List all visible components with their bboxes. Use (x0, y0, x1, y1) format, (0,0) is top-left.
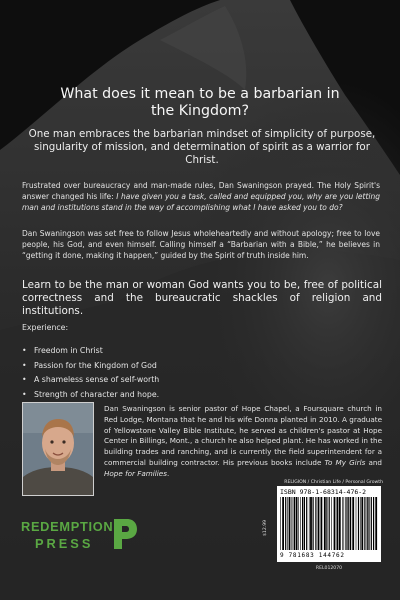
barcode-bar (292, 497, 293, 550)
barcode-bar (324, 497, 326, 550)
barcode-digits: 9 781683 144762 (280, 552, 345, 559)
barcode-bar (373, 497, 374, 550)
barcode-bar (371, 497, 372, 550)
barcode-bar (342, 497, 343, 550)
publisher-name-line1: REDEMPTION (21, 519, 114, 534)
barcode-bar (375, 497, 377, 550)
barcode-bar (350, 497, 351, 550)
barcode-bar (306, 497, 307, 550)
barcode-bar (339, 497, 341, 550)
barcode-bar (356, 497, 357, 550)
barcode-bar (298, 497, 299, 550)
barcode-bar (289, 497, 291, 550)
barcode-bar (287, 497, 288, 550)
rel-code: REL012070 (315, 566, 343, 571)
barcode-bar (280, 497, 281, 550)
book-title-1: To My Girls (324, 457, 366, 467)
paragraph-1-intro: Frustrated over bureaucracy and man-made rules, Dan Swaningson prayed. The Holy Spirit's answer changed his life: (22, 181, 380, 201)
barcode-bar (361, 497, 363, 550)
experience-item: • A shameless sense of self-worth (22, 373, 322, 388)
experience-item: • Freedom in Christ (22, 344, 322, 359)
author-bio-text: Dan Swaningson is senior pastor of Hope Chapel, a Foursquare church in Red Lodge, Montana that he and his wife Donna planted in 2010. A graduate of Yellowstone Valley Bible Institute, he served as children's pastor at Hope Center in Billings, Mont., a church he also helped plant. He has worked in the building trades and ranching, and is currently the field superintendent for a commercial building contractor. His previous books include (104, 404, 382, 467)
barcode-bar (315, 497, 316, 550)
experience-list (22, 344, 322, 402)
barcode-bar (304, 497, 305, 550)
experience-label: Experience: (22, 323, 69, 332)
barcode-bar (310, 497, 312, 550)
publisher-logo (21, 515, 141, 555)
barcode-bar (313, 497, 314, 550)
barcode-bar (368, 497, 369, 550)
barcode-bar (294, 497, 295, 550)
barcode-bar (364, 497, 365, 550)
publisher-name-line2: PRESS (35, 536, 94, 551)
paragraph-1 (22, 180, 380, 213)
author-bio (104, 404, 382, 480)
paragraph-1-quote: I have given you a task, called and equipped you, why are you letting man and institutions stand in the way of accomplishing what I have asked you to do? (22, 192, 380, 212)
price-code: $12.99 (263, 519, 268, 536)
author-portrait-illustration (23, 403, 93, 495)
barcode-bar (344, 497, 345, 550)
barcode-graphic (280, 497, 378, 550)
paragraph-3: Learn to be the man or woman God wants you to be, free of political correctness and the bureaucratic shackles of religion and institutions. (22, 279, 382, 317)
author-bio-end: . (166, 468, 170, 478)
publisher-mark-icon (111, 517, 139, 551)
isbn-text: ISBN 978-1-68314-476-2 (280, 488, 367, 496)
barcode-bar (285, 497, 286, 550)
barcode-bar (282, 497, 284, 550)
barcode-bar (321, 497, 323, 550)
barcode-bar (358, 497, 359, 550)
barcode-bar (334, 497, 336, 550)
barcode-bar (331, 497, 332, 550)
barcode-bar (300, 497, 301, 550)
barcode-bar (337, 497, 339, 550)
barcode-bar (367, 497, 368, 550)
barcode-bar (329, 497, 330, 550)
barcode-panel (277, 486, 381, 562)
category-label: RELIGION / Christian Life / Personal Growth (284, 480, 383, 485)
barcode-bar (345, 497, 346, 550)
barcode-bar (346, 497, 347, 550)
book-title-2: Hope for Families (104, 468, 167, 478)
paragraph-2: Dan Swaningson was set free to follow Jesus wholeheartedly and without apology; free to love people, his God, and even himself. Calling himself a “Barbarian with a Bible,” he believes in “getting it done, making it happen,” guided by the Spirit of truth inside him. (22, 229, 380, 260)
barcode-bar (309, 497, 310, 550)
barcode-bar (348, 497, 349, 550)
experience-item: • Strength of character and hope. (22, 388, 322, 403)
barcode-bar (293, 497, 294, 550)
barcode-bar (302, 497, 303, 550)
author-photo (22, 402, 94, 496)
barcode-bar (326, 497, 327, 550)
barcode-bar (360, 497, 361, 550)
barcode-bar (318, 497, 320, 550)
barcode-bar (352, 497, 354, 550)
author-bio-and: and (365, 457, 382, 467)
barcode-bar (296, 497, 298, 550)
experience-item: • Passion for the Kingdom of God (22, 359, 322, 374)
headline: What does it mean to be a barbarian in the Kingdom? (60, 86, 340, 119)
lead-paragraph: One man embraces the barbarian mindset of simplicity of purpose, singularity of mission, and determination of spirit as a warrior for Christ. (28, 128, 376, 166)
